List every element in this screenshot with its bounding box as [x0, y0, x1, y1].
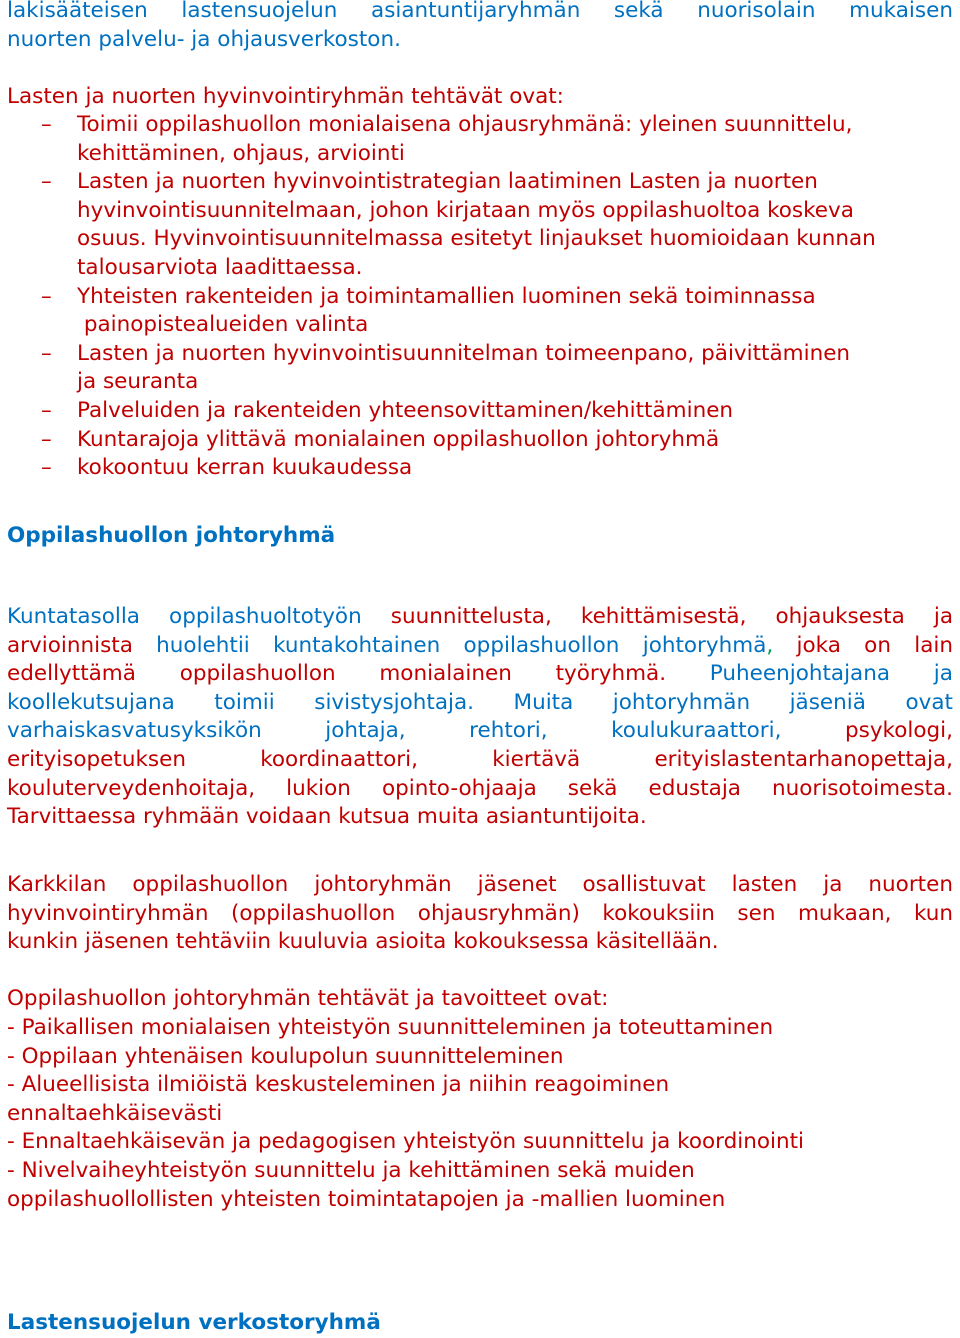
lnh-item-text: Lasten ja nuorten hyvinvointisuunnitelman toimeenpano, päivittäminen [77, 340, 851, 366]
word: varhaiskasvatusyksikön [7, 718, 262, 744]
word: joka [796, 632, 841, 658]
word: ohjausryhmän) [417, 900, 580, 926]
word: hyvinvointiryhmän [7, 900, 209, 926]
word: Karkkilan [7, 872, 107, 897]
word: johtoryhmän [314, 872, 452, 897]
word: johtoryhmän [612, 689, 751, 715]
word: ja [933, 604, 953, 629]
word: psykologi, [844, 718, 953, 744]
p2-line-1 [7, 871, 953, 900]
lnh-item-text: Yhteisten rakenteiden ja toimintamallien luominen sekä toiminnassa [77, 283, 816, 309]
ohj-task-line: - Nivelvaiheyhteistyön suunnittelu ja kehittäminen sekä muiden [7, 1158, 695, 1183]
ohj-task-line: - Oppilaan yhtenäisen koulupolun suunnitteleminen [7, 1043, 564, 1069]
word: lukion [286, 775, 351, 801]
word: nuorten [868, 872, 953, 897]
p1-line-2 [7, 632, 953, 661]
word: jäsenet [477, 872, 557, 897]
word: lasten [731, 872, 798, 897]
lnh-item-text: talousarviota laadittaessa. [77, 255, 363, 280]
word: on [864, 632, 891, 658]
word: johtaja, [325, 718, 406, 744]
p1-line-7 [7, 775, 953, 804]
word: kun [913, 900, 953, 926]
lnh-title: Lasten ja nuorten hyvinvointiryhmän tehtävät ovat: [7, 84, 564, 109]
word: (oppilashuollon [231, 900, 396, 926]
word: sen [737, 900, 776, 926]
lnh-item-text: Palveluiden ja rakenteiden yhteensovittaminen/kehittäminen [77, 398, 734, 423]
dash-bullet-icon: – [41, 340, 52, 366]
p2-line-2 [7, 900, 953, 929]
lnh-item-text: hyvinvointisuunnitelmaan, johon kirjataan myös oppilashuoltoa koskeva [77, 197, 854, 223]
dash-bullet-icon: – [41, 455, 52, 481]
word: arvioinnista [7, 632, 133, 658]
word: edustaja [648, 775, 741, 801]
word: sivistysjohtaja. [314, 689, 475, 715]
dash-bullet-icon: – [41, 283, 52, 309]
lnh-item-text: ja seuranta [77, 369, 199, 395]
p1-line-5 [7, 717, 953, 746]
section-heading-lastensuojelu: Lastensuojelun verkostoryhmä [7, 1310, 381, 1335]
word: nuorisolain [697, 0, 816, 23]
dash-bullet-icon: – [41, 426, 52, 452]
word: koordinaattori, [260, 747, 418, 772]
lnh-item-text: painopistealueiden valinta [77, 312, 369, 338]
word: ja [823, 872, 843, 897]
word: oppilashuollon [179, 661, 336, 687]
dash-bullet-icon: – [41, 112, 52, 137]
intro-line-2: nuorten palvelu- ja ohjausverkoston. [7, 27, 401, 52]
p1-line-1 [7, 603, 953, 632]
lnh-item-text: Kuntarajoja ylittävä monialainen oppilashuollon johtoryhmä [77, 426, 720, 452]
word: lain [914, 632, 953, 658]
lnh-item-text: Lasten ja nuorten hyvinvointistrategian laatiminen Lasten ja nuorten [77, 169, 818, 195]
p1-line-8: Tarvittaessa ryhmään voidaan kutsua muita asiantuntijoita. [7, 804, 647, 830]
word: oppilashuollon [132, 872, 289, 897]
word: mukaisen [849, 0, 953, 23]
ohj-task-line: - Alueellisista ilmiöistä keskusteleminen ja niihin reagoiminen [7, 1072, 670, 1098]
lnh-item-text: kehittäminen, ohjaus, arviointi [77, 140, 405, 166]
p2-line-3: kunkin jäsenen tehtäviin kuuluvia asioita kokouksessa käsitellään. [7, 929, 719, 955]
word: kokouksiin [602, 900, 715, 926]
word: huolehtii [156, 632, 250, 658]
word: jäseniä [789, 689, 866, 715]
word: johtoryhmä [642, 632, 767, 658]
word: toimii [214, 689, 275, 715]
word: rehtori, [469, 718, 548, 744]
lnh-item-text: osuus. Hyvinvointisuunnitelmassa esitetyt linjaukset huomioidaan kunnan [77, 226, 876, 252]
word: Kuntatasolla [7, 604, 140, 629]
word: ovat [905, 689, 953, 715]
ohj-task-line: - Paikallisen monialaisen yhteistyön suunnitteleminen ja toteuttaminen [7, 1015, 774, 1040]
section-heading-ohj: Oppilashuollon johtoryhmä [7, 523, 336, 548]
p1-line-6 [7, 746, 953, 775]
intro-line-1 [7, 0, 953, 26]
p1-line-4 [7, 689, 953, 718]
dash-bullet-icon: – [41, 398, 52, 423]
word: ja [933, 661, 953, 687]
ohj-tasks-title: Oppilashuollon johtoryhmän tehtävät ja tavoitteet ovat: [7, 986, 609, 1011]
word: oppilashuollon [463, 632, 620, 658]
word: lastensuojelun [181, 0, 338, 23]
dash-bullet-icon: – [41, 169, 52, 195]
word: erityisopetuksen [7, 747, 186, 772]
lnh-item-text: kokoontuu kerran kuukaudessa [77, 455, 413, 481]
word: koollekutsujana [7, 689, 175, 715]
p1-line-3 [7, 660, 953, 689]
ohj-task-line: ennaltaehkäisevästi [7, 1100, 223, 1126]
word: kiertävä [492, 747, 581, 772]
word: kouluterveydenhoitaja, [7, 775, 256, 801]
word: työryhmä. [555, 661, 667, 687]
ohj-task-line: - Ennaltaehkäisevän ja pedagogisen yhteistyön suunnittelu ja koordinointi [7, 1129, 805, 1155]
word: oppilashuoltotyön [169, 604, 362, 629]
word: monialainen [379, 661, 512, 687]
word: opinto-ohjaaja [381, 775, 537, 801]
word: ohjauksesta [775, 604, 905, 629]
word: suunnittelusta, [390, 604, 552, 629]
ohj-task-line: oppilashuollollisten yhteisten toimintatapojen ja -mallien luominen [7, 1186, 726, 1212]
word: asiantuntijaryhmän [371, 0, 581, 23]
word: osallistuvat [582, 872, 706, 897]
comma: , [766, 632, 774, 658]
word: edellyttämä [7, 661, 136, 687]
word: koulukuraattori, [611, 718, 782, 744]
word: kehittämisestä, [580, 604, 747, 629]
word: kuntakohtainen [273, 632, 441, 658]
word: sekä [567, 775, 618, 801]
word: Puheenjohtajana [709, 661, 891, 687]
word: lakisääteisen [7, 0, 148, 23]
word: Muita [513, 689, 574, 715]
lnh-item-text: Toimii oppilashuollon monialaisena ohjausryhmänä: yleinen suunnittelu, [77, 112, 853, 137]
word-group [643, 632, 774, 661]
word: sekä [613, 0, 664, 23]
word: erityislastentarhanopettaja, [654, 747, 953, 772]
word: nuorisotoimesta. [772, 775, 953, 801]
word: mukaan, [797, 900, 892, 926]
